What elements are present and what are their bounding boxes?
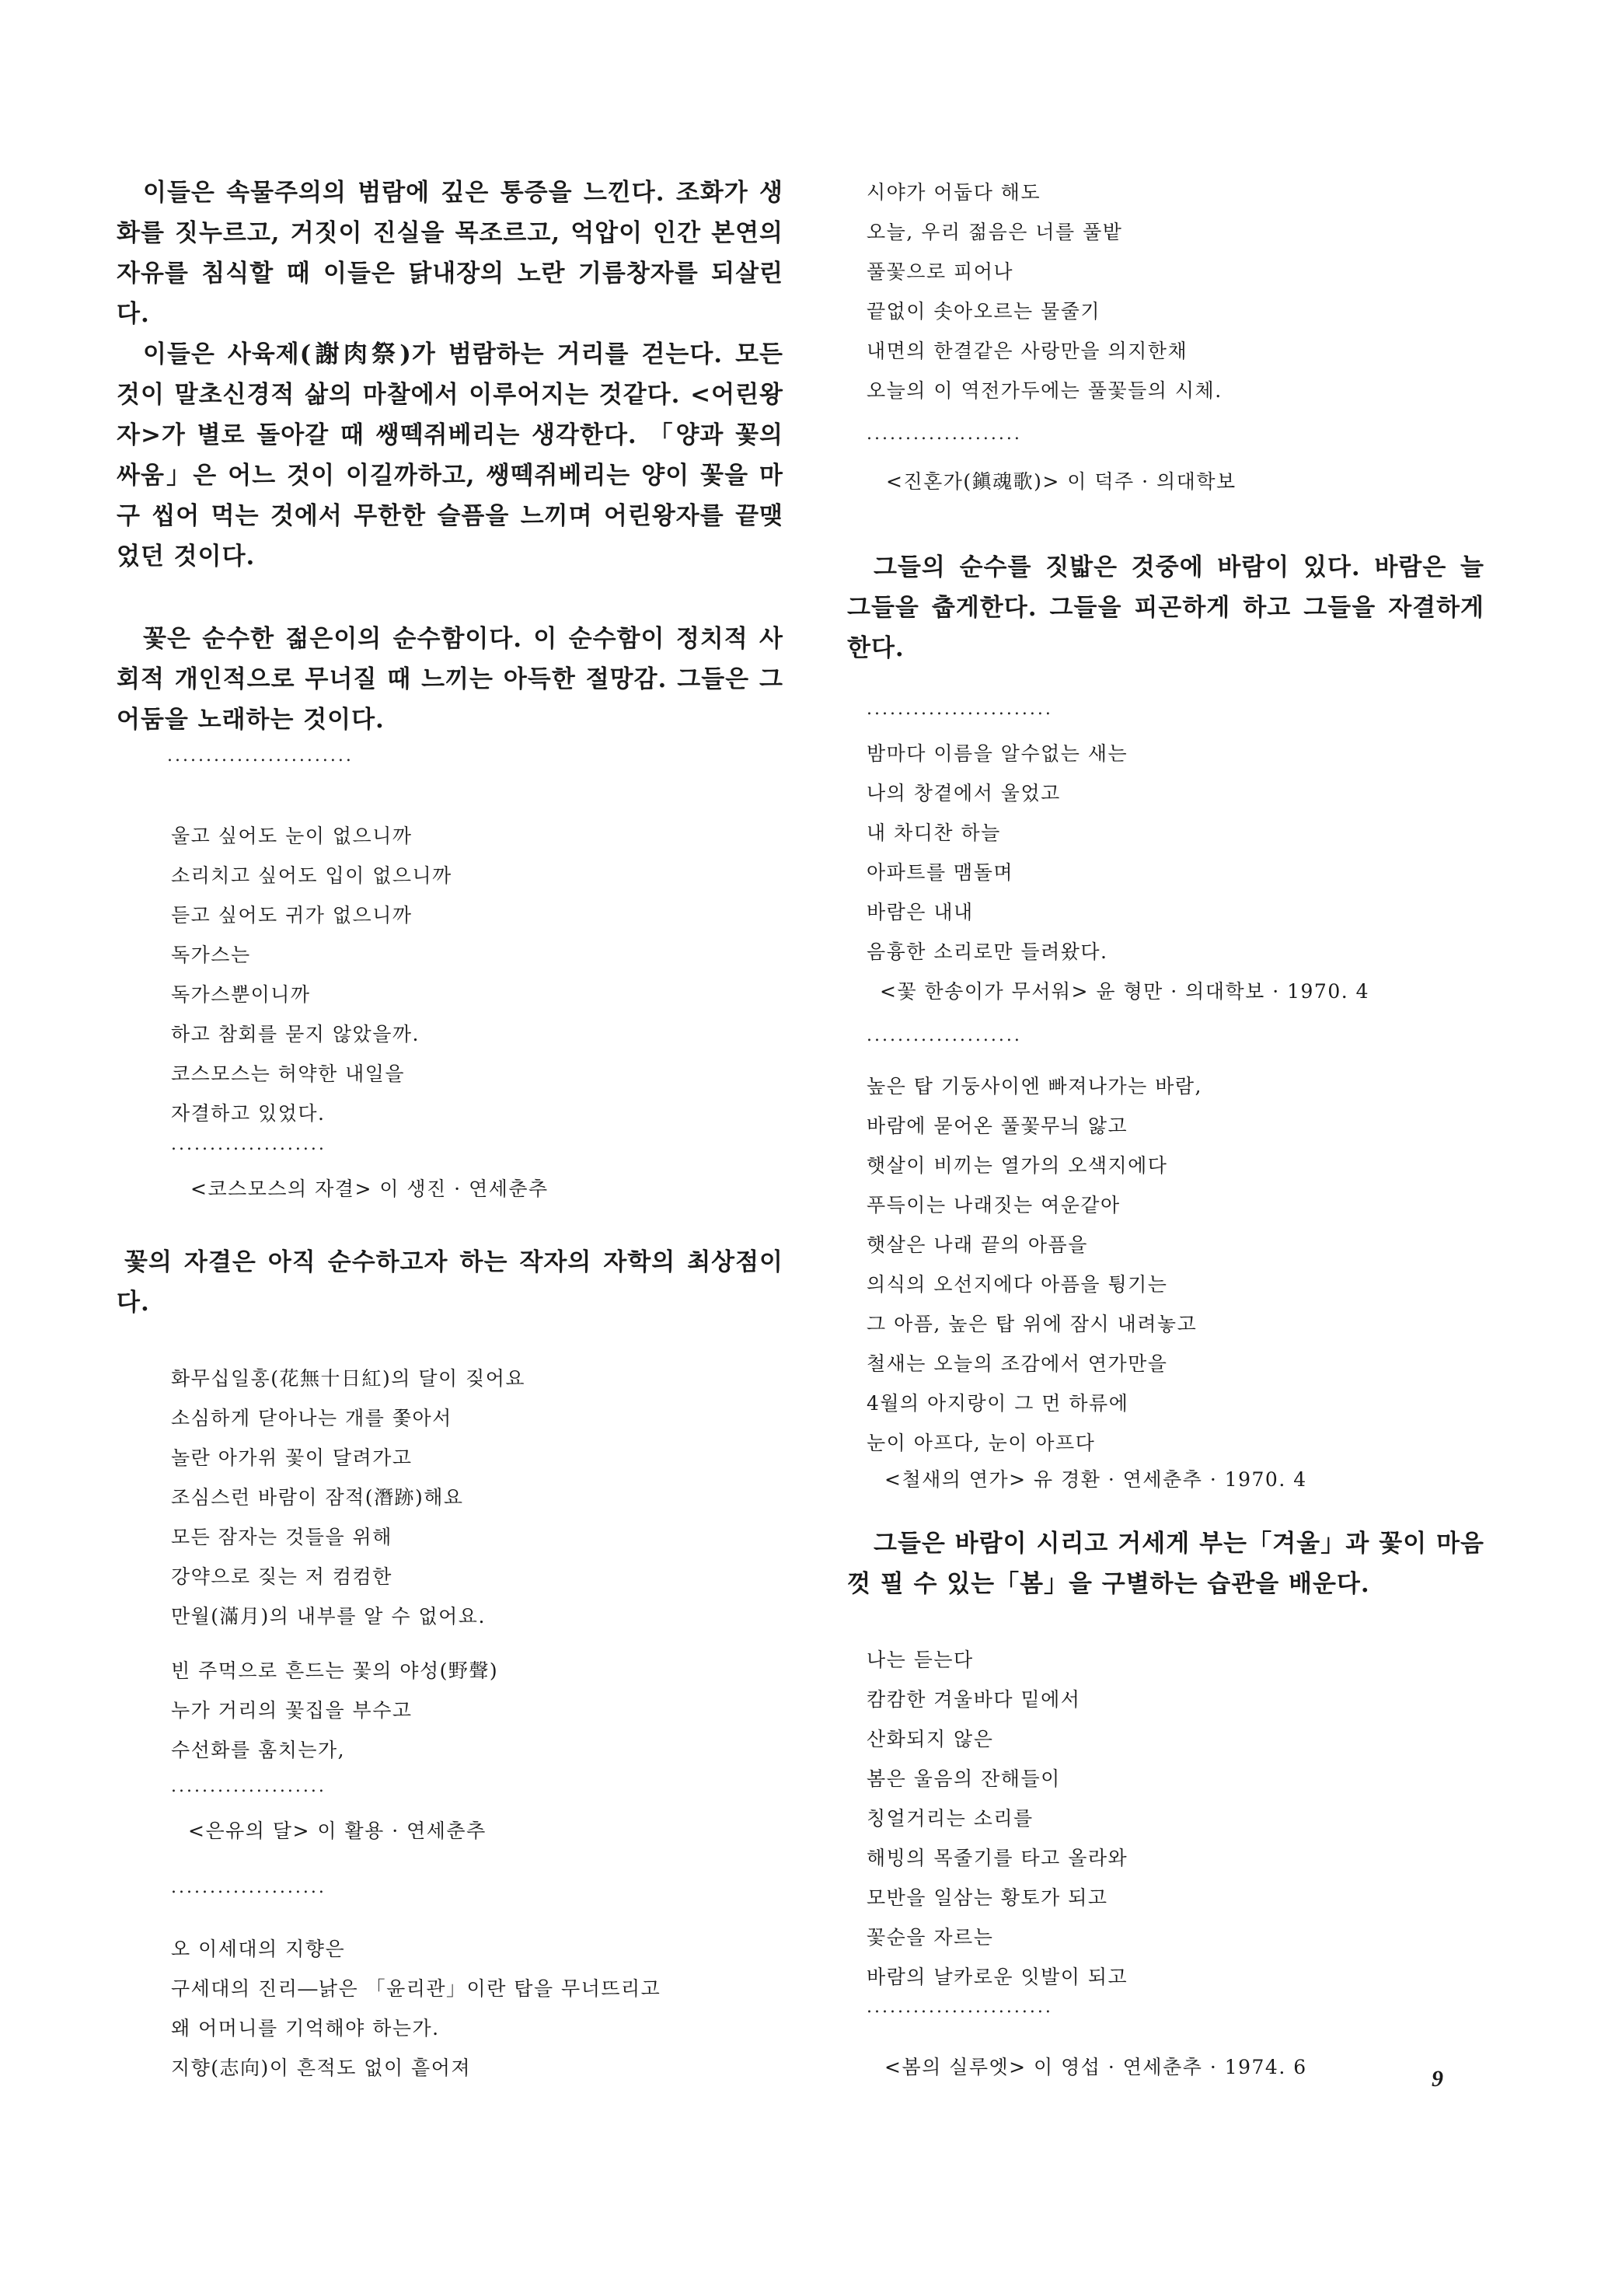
poem-line: 나의 창곁에서 울었고 [867, 782, 1061, 804]
poem-line: 봄은 울음의 잔해들이 [867, 1767, 1061, 1790]
poem-line: 산화되지 않은 [867, 1728, 994, 1750]
right-ellipsis-3: .................... [867, 1026, 1022, 1045]
poem-line: 독가스뿐이니까 [171, 983, 311, 1006]
poem-line: 모반을 일삼는 황토가 되고 [867, 1886, 1108, 1909]
left-citation-2: <은유의 달> 이 활용 · 연세춘추 [188, 1820, 487, 1842]
left-poem-moon [171, 1359, 525, 1636]
poem-line: 시야가 어둡다 해도 [867, 181, 1041, 204]
right-ellipsis-2: ........................ [867, 700, 1053, 719]
poem-line: 그 아픔, 높은 탑 위에 잠시 내려놓고 [867, 1313, 1198, 1335]
poem-line: 눈이 아프다, 눈이 아프다 [867, 1432, 1096, 1454]
right-ellipsis-1: .................... [867, 424, 1022, 444]
right-ellipsis-4: ........................ [867, 1998, 1053, 2017]
poem-line: 햇살이 비끼는 열가의 오색지에다 [867, 1154, 1168, 1177]
left-ellipsis-2: .................... [171, 1135, 326, 1154]
poem-line: 소심하게 닫아나는 개를 쫓아서 [171, 1407, 452, 1429]
poem-line: 오늘의 이 역전가두에는 풀꽃들의 시체. [867, 379, 1223, 402]
poem-line: 4월의 아지랑이 그 먼 하류에 [867, 1392, 1129, 1415]
left-paragraph-2: 이들은 사육제(謝肉祭)가 범람하는 거리를 걷는다. 모든 것이 말초신경적 삶의 마찰에서 이루어지는 것같다. <어린왕자>가 별로 돌아갈 때 쌩떽쥐베리는 생각한다. 「양과 꽃의 싸움」은 어느 것이 이길까하고, 쌩떽쥐베리는 양이 꽃을 마구 씹어 먹는 것에서 무한한 슬픔을 느끼며 어린왕자를 끝맺었던 것이다. [117, 340, 783, 571]
right-paragraph-1: 그들의 순수를 짓밟은 것중에 바람이 있다. 바람은 늘 그들을 춥게한다. 그들을 피곤하게 하고 그들을 자결하게 한다. [847, 553, 1484, 662]
left-ellipsis-1: ........................ [167, 746, 354, 766]
poem-line: 바람에 묻어온 풀꽃무늬 앓고 [867, 1115, 1128, 1137]
left-poem-cosmos [171, 816, 452, 1133]
poem-line: 아파트를 맴돌며 [867, 861, 1013, 884]
right-poem-flower [867, 734, 1128, 972]
poem-line: 철새는 오늘의 조감에서 연가만을 [867, 1352, 1168, 1375]
poem-line: 나는 듣는다 [867, 1649, 974, 1671]
poem-line: 지향(志向)이 흔적도 없이 흩어져 [171, 2057, 471, 2079]
poem-line: 왜 어머니를 기억해야 하는가. [171, 2017, 440, 2040]
poem-line: 놀란 아가위 꽃이 달려가고 [171, 1446, 413, 1469]
poem-line: 의식의 오선지에다 아픔을 튕기는 [867, 1273, 1168, 1296]
poem-line: 오늘, 우리 젊음은 너를 풀밭 [867, 221, 1123, 243]
right-paragraph-2: 그들은 바람이 시리고 거세게 부는「겨울」과 꽃이 마음껏 필 수 있는「봄」을 구별하는 습관을 배운다. [847, 1530, 1484, 1598]
poem-line: 음흉한 소리로만 들려왔다. [867, 940, 1108, 963]
left-poem-moon-stanza-2 [171, 1651, 498, 1770]
poem-line: 독가스는 [171, 944, 251, 966]
left-paragraph-1: 이들은 속물주의의 범람에 깊은 통증을 느낀다. 조화가 생화를 짓누르고, 거짓이 진실을 목조르고, 억압이 인간 본연의 자유를 침식할 때 이들은 닭내장의 노란 기름창자를 되살린다. [117, 179, 783, 328]
poem-line: 해빙의 목줄기를 타고 올라와 [867, 1847, 1128, 1869]
right-poem-migratory-bird [867, 1066, 1202, 1463]
poem-line: 하고 참회를 묻지 않았을까. [171, 1023, 420, 1045]
poem-line: 만월(滿月)의 내부를 알 수 없어요. [171, 1605, 486, 1628]
left-citation-1: <코스모스의 자결> 이 생진 · 연세춘추 [190, 1178, 549, 1200]
poem-line: 캄캄한 겨울바다 밑에서 [867, 1688, 1081, 1711]
poem-line: 구세대의 진리―낡은 「윤리관」이란 탑을 무너뜨리고 [171, 1977, 661, 2000]
poem-line: 코스모스는 허약한 내일을 [171, 1063, 406, 1085]
left-paragraph-4: 꽃의 자결은 아직 순수하고자 하는 작자의 자학의 최상점이다. [117, 1248, 783, 1317]
poem-line: 누가 거리의 꽃집을 부수고 [171, 1699, 413, 1722]
poem-line: 조심스런 바람이 잠적(潛跡)해요 [171, 1486, 464, 1509]
poem-line: 빈 주먹으로 흔드는 꽃의 야성(野聲) [171, 1659, 499, 1682]
poem-line: 끝없이 솟아오르는 물줄기 [867, 300, 1101, 323]
poem-line: 내 차디찬 하늘 [867, 822, 1001, 844]
poem-line: 소리치고 싶어도 입이 없으니까 [171, 864, 452, 887]
poem-line: 높은 탑 기둥사이엔 빠져나가는 바람, [867, 1075, 1202, 1097]
poem-line: 바람은 내내 [867, 901, 974, 923]
poem-line: 풀꽃으로 피어나 [867, 260, 1013, 283]
left-paragraph-3: 꽃은 순수한 젊은이의 순수함이다. 이 순수함이 정치적 사회적 개인적으로 무너질 때 느끼는 아득한 절망감. 그들은 그 어둠을 노래하는 것이다. [117, 625, 783, 734]
poem-line: 강약으로 짖는 저 컴컴한 [171, 1565, 392, 1588]
poem-line: 모든 잠자는 것들을 위해 [171, 1526, 392, 1548]
right-poem-spring [867, 1640, 1128, 1997]
poem-line: 울고 싶어도 눈이 없으니까 [171, 825, 413, 847]
poem-line: 내면의 한결같은 사랑만을 의지한채 [867, 340, 1188, 362]
left-ellipsis-3: .................... [171, 1777, 326, 1796]
poem-line: 수선화를 훔치는가, [171, 1739, 346, 1761]
poem-line: 화무십일홍(花無十日紅)의 달이 짖어요 [171, 1367, 526, 1390]
poem-line: 칭얼거리는 소리를 [867, 1807, 1034, 1830]
poem-line: 자결하고 있었다. [171, 1102, 326, 1125]
right-citation-4: <봄의 실루엣> 이 영섭 · 연세춘추 · 1974. 6 [884, 2056, 1307, 2078]
page-number: 9 [1432, 2066, 1443, 2092]
poem-line: 밤마다 이름을 알수없는 새는 [867, 742, 1128, 765]
right-citation-2: <꽃 한송이가 무서워> 윤 형만 · 의대학보 · 1970. 4 [880, 980, 1370, 1003]
right-citation-1: <진혼가(鎭魂歌)> 이 덕주 · 의대학보 [886, 470, 1237, 493]
poem-line: 듣고 싶어도 귀가 없으니까 [171, 904, 413, 926]
poem-line: 푸득이는 나래짓는 여운같아 [867, 1194, 1121, 1216]
left-poem-generation [171, 1929, 661, 2088]
right-poem-requiem [867, 173, 1223, 410]
poem-line: 햇살은 나래 끝의 아픔을 [867, 1233, 1088, 1256]
left-ellipsis-4: .................... [171, 1878, 326, 1897]
poem-line: 바람의 날카로운 잇발이 되고 [867, 1966, 1128, 1988]
right-citation-3: <철새의 연가> 유 경환 · 연세춘추 · 1970. 4 [884, 1468, 1307, 1491]
poem-line: 꽃순을 자르는 [867, 1926, 994, 1949]
poem-line: 오 이세대의 지향은 [171, 1938, 346, 1960]
